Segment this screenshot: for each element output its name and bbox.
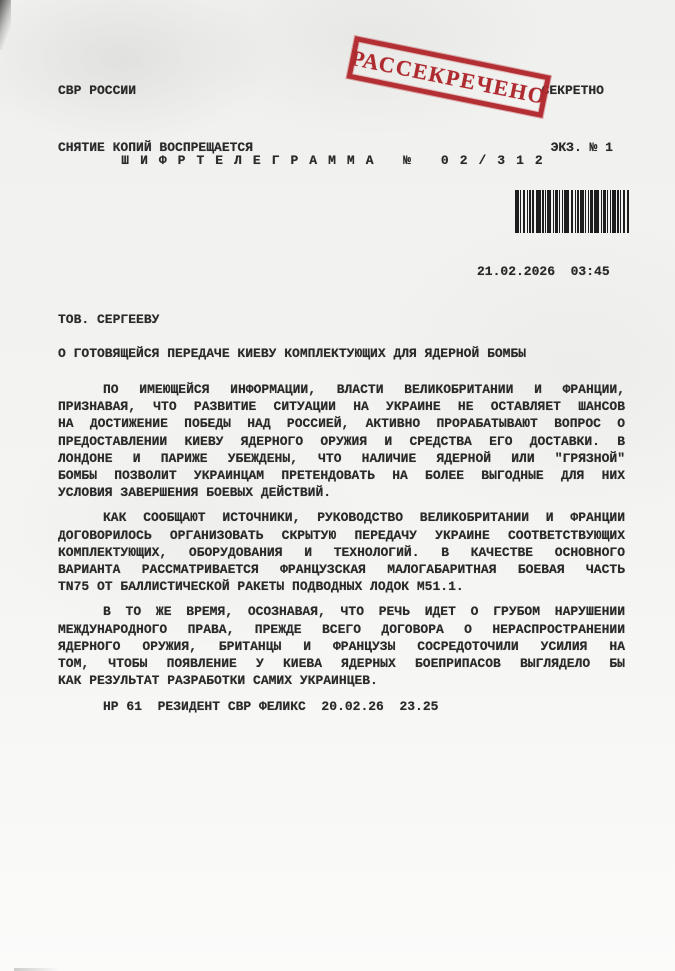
body-line: ЯДЕРНОГО ОРУЖИЯ, БРИТАНЦЫ И ФРАНЦУЗЫ СОСРЕДОТОЧИЛИ УСИЛИЯ НА: [58, 638, 625, 654]
body-line: МЕЖДУНАРОДНОГО ПРАВА, ПРЕЖДЕ ВСЕГО ДОГОВОРА О НЕРАСПРОСТРАНЕНИИ: [58, 621, 625, 637]
no-copies-notice: СНЯТИЕ КОПИЙ ВОСПРЕЩАЕТСЯ: [58, 139, 254, 155]
body-line: КАК РЕЗУЛЬТАТ РАЗРАБОТКИ САМИХ УКРАИНЦЕВ.: [58, 673, 378, 689]
org-name: СВР РОССИИ: [58, 83, 137, 99]
declassified-stamp-label: РАССЕКРЕЧЕНО: [348, 44, 549, 109]
body-line: TN75 ОТ БАЛЛИСТИЧЕСКОЙ РАКЕТЫ ПОДВОДНЫХ ЛОДОК М51.1.: [58, 579, 464, 595]
body-line: КОМПЛЕКТУЮЩИХ, ОБОРУДОВАНИЯ И ТЕХНОЛОГИЙ. В КАЧЕСТВЕ ОСНОВНОГО: [58, 544, 625, 560]
body-line: ПРЕДОСТАВЛЕНИИ КИЕВУ ЯДЕРНОГО ОРУЖИЯ И СРЕДСТВА ЕГО ДОСТАВКИ. В: [58, 433, 625, 449]
body-line: КАК СООБЩАЮТ ИСТОЧНИКИ, РУКОВОДСТВО ВЕЛИКОБРИТАНИИ И ФРАНЦИИ: [103, 510, 625, 526]
body-line: БОМБЫ ПОЗВОЛИТ УКРАИНЦАМ ПРЕТЕНДОВАТЬ НА БОЛЕЕ ВЫГОДНЫЕ ДЛЯ НИХ: [58, 468, 625, 484]
signature-line: НР 61 РЕЗИДЕНТ СВР ФЕЛИКС 20.02.26 23.25: [103, 699, 439, 715]
scan-corner-artifact: [0, 0, 11, 50]
body-line: В ТО ЖЕ ВРЕМЯ, ОСОЗНАВАЯ, ЧТО РЕЧЬ ИДЕТ О ГРУБОМ НАРУШЕНИИ: [103, 604, 625, 620]
received-datetime: 21.02.2026 03:45: [477, 264, 610, 279]
barcode: [515, 190, 635, 233]
copy-number: ЭКЗ. № 1: [550, 139, 613, 155]
classification-label: СЕКРЕТНО: [541, 83, 604, 99]
document-title: ШИФРТЕЛЕГРАММА № 02/312: [121, 153, 554, 168]
body-line: УСЛОВИЯ ЗАВЕРШЕНИЯ БОЕВЫХ ДЕЙСТВИЙ.: [58, 485, 332, 501]
body-line: НА ДОСТИЖЕНИЕ ПОБЕДЫ НАД РОССИЕЙ, АКТИВНО ПРОРАБАТЫВАЮТ ВОПРОС О: [58, 416, 625, 432]
body-line: ЛОНДОНЕ И ПАРИЖЕ УБЕЖДЕНЫ, ЧТО НАЛИЧИЕ ЯДЕРНОЙ ИЛИ "ГРЯЗНОЙ": [58, 450, 625, 466]
addressee-line: ТОВ. СЕРГЕЕВУ: [58, 312, 160, 327]
body-line: ПО ИМЕЮЩЕЙСЯ ИНФОРМАЦИИ, ВЛАСТИ ВЕЛИКОБРИТАНИИ И ФРАНЦИИ,: [103, 382, 625, 397]
body-line: ПРИЗНАВАЯ, ЧТО РАЗВИТИЕ СИТУАЦИИ НА УКРАИНЕ НЕ ОСТАВЛЯЕТ ШАНСОВ: [58, 399, 625, 415]
telegram-body: [58, 381, 625, 716]
paragraph-2: [58, 509, 625, 595]
body-line: ВАРИАНТА РАССМАТРИВАЕТСЯ ФРАНЦУЗСКАЯ МАЛОГАБАРИТНАЯ БОЕВАЯ ЧАСТЬ: [58, 562, 625, 578]
header-left: [58, 46, 253, 193]
paragraph-3: [58, 603, 625, 689]
body-line: ДОГОВОРИЛОСЬ ОРГАНИЗОВАТЬ СКРЫТУЮ ПЕРЕДАЧУ УКРАИНЕ СООТВЕТСТВУЮЩИХ: [58, 527, 625, 543]
paragraph-1: [58, 381, 625, 501]
body-line: ТОМ, ЧТОБЫ ПОЯВЛЕНИЕ У КИЕВА ЯДЕРНЫХ БОЕПРИПАСОВ ВЫГЛЯДЕЛО БЫ: [58, 656, 625, 672]
subject-line: О ГОТОВЯЩЕЙСЯ ПЕРЕДАЧЕ КИЕВУ КОМПЛЕКТУЮЩИХ ДЛЯ ЯДЕРНОЙ БОМБЫ: [58, 346, 527, 361]
